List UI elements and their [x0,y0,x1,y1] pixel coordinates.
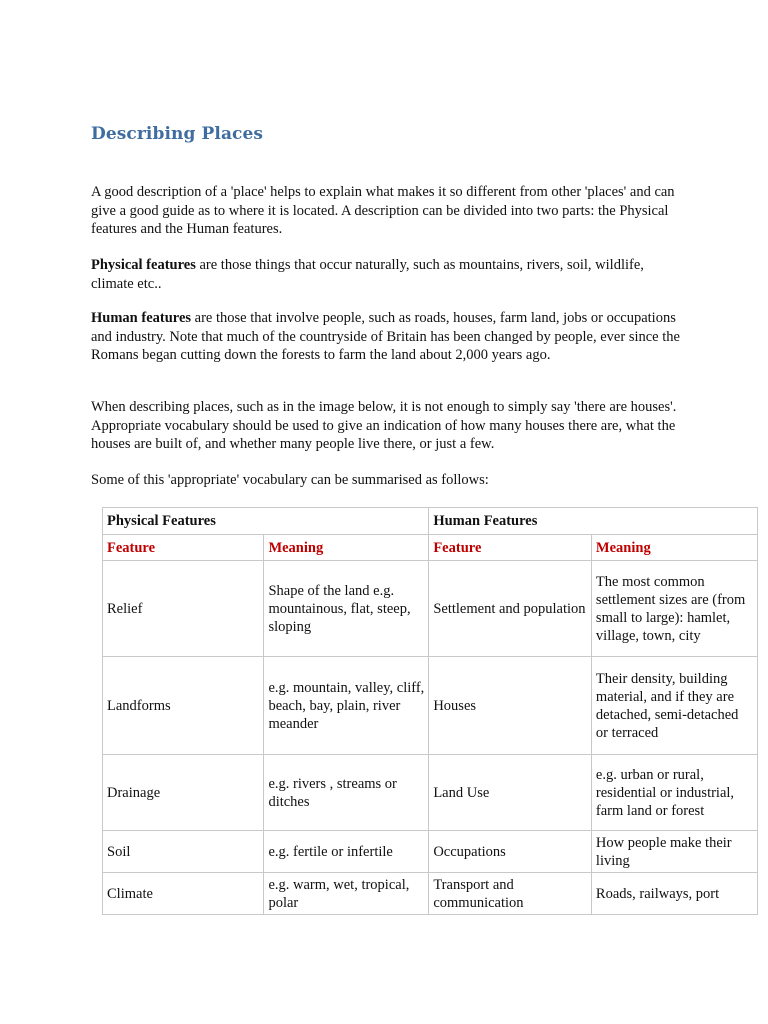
physical-features-heading: Physical Features [103,508,429,535]
physical-feature-cell: Relief [103,561,264,657]
physical-meaning-cell: e.g. rivers , streams or ditches [264,755,429,831]
physical-feature-cell: Landforms [103,657,264,755]
human-features-text: are those that involve people, such as roads, houses, farm land, jobs or occupations and industry. Note that much of the countryside of Britain has been changed by people, ever since the Romans began cutting down the forests to farm the land about 2,000 years ago. [91,310,680,363]
human-meaning-cell: e.g. urban or rural, residential or industrial, farm land or forest [591,755,757,831]
human-feature-column-header: Feature [429,535,592,561]
table-row [103,561,758,657]
table-column-header-row [103,535,758,561]
human-features-paragraph [91,309,681,365]
physical-meaning-column-header: Meaning [264,535,429,561]
intro-paragraph: A good description of a 'place' helps to explain what makes it so different from other 'places' and can give a good guide as to where it is located. A description can be divided into two parts: the Physical features and the Human features. [91,184,675,237]
human-feature-cell: Land Use [429,755,592,831]
physical-feature-column-header: Feature [103,535,264,561]
physical-meaning-cell: Shape of the land e.g. mountainous, flat, steep, sloping [264,561,429,657]
physical-meaning-cell: e.g. warm, wet, tropical, polar [264,873,429,915]
human-feature-cell: Occupations [429,831,592,873]
physical-feature-cell: Climate [103,873,264,915]
human-meaning-column-header: Meaning [591,535,757,561]
table-group-header-row [103,508,758,535]
human-features-term: Human features [91,310,192,326]
physical-features-paragraph [91,256,681,293]
table-row [103,873,758,915]
physical-feature-cell: Soil [103,831,264,873]
physical-features-term: Physical features [91,257,196,273]
physical-features-text: are those things that occur naturally, such as mountains, rivers, soil, wildlife, climate etc.. [91,257,644,292]
describing-paragraph: When describing places, such as in the image below, it is not enough to simply say 'there are houses'. Appropriate vocabulary should be used to give an indication of how many houses there are, what the houses are built of, and whether many people live there, or just a few. [91,399,677,452]
summary-intro-paragraph: Some of this 'appropriate' vocabulary can be summarised as follows: [91,472,489,488]
physical-meaning-cell: e.g. mountain, valley, cliff, beach, bay, plain, river meander [264,657,429,755]
vocabulary-table [102,507,758,915]
page-title: Describing Places [91,124,264,144]
human-meaning-cell: The most common settlement sizes are (from small to large): hamlet, village, town, city [591,561,757,657]
human-meaning-cell: How people make their living [591,831,757,873]
table-row [103,831,758,873]
human-feature-cell: Transport and communication [429,873,592,915]
human-meaning-cell: Roads, railways, port [591,873,757,915]
human-feature-cell: Settlement and population [429,561,592,657]
physical-meaning-cell: e.g. fertile or infertile [264,831,429,873]
table-row [103,755,758,831]
human-meaning-cell: Their density, building material, and if they are detached, semi-detached or terraced [591,657,757,755]
table-row [103,657,758,755]
physical-feature-cell: Drainage [103,755,264,831]
human-features-heading: Human Features [429,508,758,535]
human-feature-cell: Houses [429,657,592,755]
